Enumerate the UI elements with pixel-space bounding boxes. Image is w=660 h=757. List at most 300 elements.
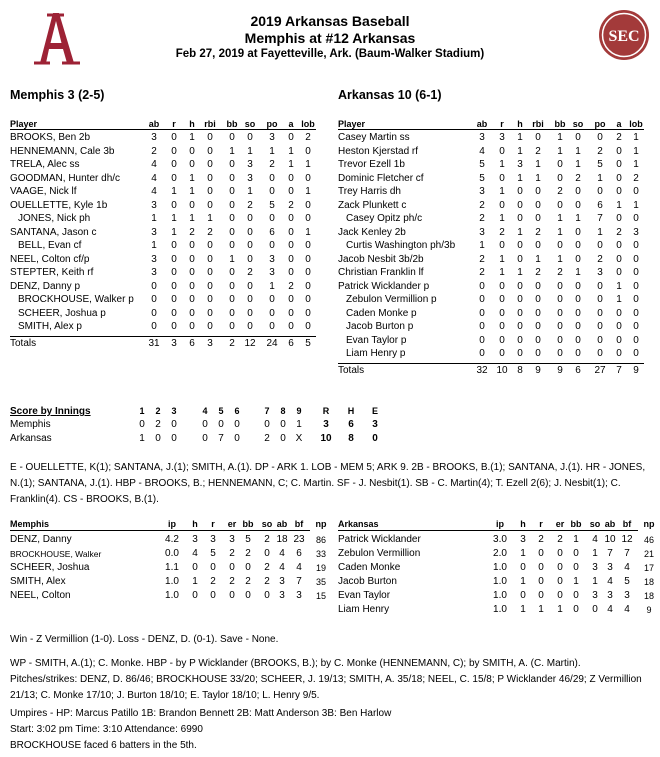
batter-stat: 2 [535, 145, 541, 157]
batter-stat: 0 [151, 321, 157, 332]
totals-stat: 24 [266, 337, 278, 349]
pitcher-stat: 4 [624, 562, 630, 573]
batter-stat: 2 [288, 199, 294, 211]
col-header-po: po [266, 119, 278, 129]
inning-score: 0 [202, 419, 208, 430]
pitcher-stat: 2 [264, 576, 270, 587]
batter-stat: 0 [597, 186, 603, 197]
batter-stat: 3 [151, 226, 157, 238]
batter-stat: 1 [575, 159, 581, 170]
pitcher-name: Liam Henry [338, 604, 390, 615]
batter-stat: 2 [247, 267, 253, 278]
batter-stat: 0 [575, 294, 581, 305]
col-header-bb: bb [226, 119, 238, 129]
batting-header-row [10, 119, 316, 130]
batter-stat: 1 [247, 145, 253, 157]
col-header-h: h [520, 519, 526, 529]
batter-stat: 0 [229, 280, 235, 292]
pitching-header-row [10, 519, 327, 531]
batter-stat: 5 [597, 159, 603, 170]
visitor-pitching-table [10, 519, 327, 603]
pitcher-stat: 0 [538, 590, 544, 601]
batter-stat: 1 [557, 132, 563, 143]
inning-score: X [295, 433, 303, 444]
pitcher-stat: 0 [210, 590, 216, 601]
batter-stat: 0 [288, 307, 294, 319]
batter-stat: 0 [597, 307, 603, 319]
batter-stat: 0 [499, 240, 505, 251]
batter-stat: 0 [517, 199, 523, 211]
batter-stat: 0 [229, 199, 235, 211]
inning-score: 0 [155, 433, 161, 444]
inning-score: 2 [264, 433, 270, 444]
pitcher-row [10, 561, 326, 575]
batter-name: Dominic Fletcher cf [338, 172, 424, 184]
pitcher-stat: 0 [229, 562, 235, 573]
batter-stat: 1 [633, 199, 639, 211]
pitcher-stat: 0 [192, 562, 198, 573]
batter-stat: 1 [171, 226, 177, 238]
pitcher-stat: 4 [607, 604, 613, 615]
inning-header: 7 [264, 406, 270, 416]
batter-stat: 3 [517, 159, 523, 170]
game-dateline: Feb 27, 2019 at Fayetteville, Ark. (Baum-Walker Stadium) [175, 48, 485, 60]
batter-stat: 0 [575, 307, 581, 319]
batter-stat: 0 [479, 334, 485, 346]
batter-stat: 0 [247, 240, 253, 251]
pitcher-stat: 4 [192, 548, 198, 559]
batter-stat: 0 [633, 186, 639, 197]
batter-name: Trevor Ezell 1b [338, 159, 405, 170]
batter-stat: 2 [597, 253, 603, 265]
pitcher-stat: 18 [643, 591, 654, 601]
batter-stat: 0 [633, 213, 639, 224]
batter-stat: 0 [535, 307, 541, 319]
pitcher-stat: 4 [592, 534, 598, 545]
batter-stat: 0 [616, 213, 622, 224]
inning-score: 0 [234, 433, 240, 444]
batter-stat: 2 [616, 226, 622, 238]
batter-name: Trey Harris dh [338, 186, 401, 197]
pitcher-stat: 3.0 [493, 534, 507, 545]
pitcher-stat: 1.0 [493, 576, 507, 587]
batter-stat: 0 [207, 253, 213, 265]
footnote-line: BROCKHOUSE faced 6 batters in the 5th. [10, 740, 197, 751]
batter-row [10, 172, 316, 186]
batter-stat: 0 [189, 199, 195, 211]
batter-stat: 1 [499, 186, 505, 197]
pitcher-stat: 0 [229, 590, 235, 601]
pitcher-name: Evan Taylor [338, 590, 391, 601]
batter-stat: 0 [499, 307, 505, 319]
inning-score: 0 [280, 433, 286, 444]
batter-stat: 1 [535, 172, 541, 184]
batter-stat: 0 [207, 186, 213, 197]
batter-stat: 3 [151, 267, 157, 278]
batter-stat: 0 [575, 132, 581, 143]
totals-stat: 31 [148, 337, 160, 349]
inning-header: H [347, 406, 355, 416]
batter-stat: 0 [597, 334, 603, 346]
col-header-rbi: rbi [532, 119, 544, 129]
batter-stat: 0 [269, 321, 275, 332]
pitcher-stat: 23 [293, 534, 305, 545]
batter-name: Jack Kenley 2b [338, 226, 406, 238]
col-header-player: Player [338, 119, 366, 129]
batter-stat: 0 [633, 240, 639, 251]
pitcher-stat: 1 [520, 604, 526, 615]
inning-score: 0 [202, 433, 208, 444]
home-pitching-table [338, 519, 655, 617]
batter-stat: 0 [189, 307, 195, 319]
pitcher-stat: 17 [643, 563, 654, 573]
batter-stat: 0 [557, 321, 563, 332]
pitcher-stat: 0 [210, 562, 216, 573]
batter-stat: 3 [151, 132, 157, 143]
pitcher-stat: 6 [296, 548, 302, 559]
batter-stat: 0 [499, 172, 505, 184]
batter-stat: 0 [633, 253, 639, 265]
batter-stat: 0 [189, 267, 195, 278]
batter-stat: 0 [207, 145, 213, 157]
inning-score: 0 [234, 419, 240, 430]
batter-stat: 4 [151, 186, 157, 197]
batter-stat: 0 [517, 321, 523, 332]
pitcher-stat: 0 [592, 604, 598, 615]
batter-stat: 0 [229, 159, 235, 170]
batter-stat: 0 [479, 307, 485, 319]
batter-row [338, 131, 644, 145]
pitcher-stat: 3 [296, 590, 302, 601]
batter-stat: 0 [171, 253, 177, 265]
batter-stat: 0 [269, 172, 275, 184]
pitcher-stat: 0 [538, 548, 544, 559]
batter-stat: 0 [305, 267, 311, 278]
pitcher-stat: 1 [557, 604, 563, 615]
pitcher-stat: 2.0 [493, 548, 507, 559]
batter-stat: 1 [633, 145, 639, 157]
batter-stat: 0 [305, 294, 311, 305]
pitcher-stat: 1.1 [165, 562, 179, 573]
batter-stat: 0 [288, 294, 294, 305]
batter-stat: 2 [535, 226, 541, 238]
batter-stat: 0 [288, 186, 294, 197]
batter-stat: 0 [229, 307, 235, 319]
batter-stat: 1 [517, 145, 523, 157]
totals-stat: 10 [496, 364, 508, 376]
batter-stat: 0 [479, 280, 485, 292]
batter-stat: 2 [247, 199, 253, 211]
batter-stat: 0 [269, 240, 275, 251]
batter-stat: 1 [517, 132, 523, 143]
batter-row [338, 293, 644, 307]
batter-stat: 0 [288, 240, 294, 251]
batter-row [10, 185, 316, 199]
batter-stat: 0 [305, 253, 311, 265]
pitcher-stat: 5 [210, 548, 216, 559]
pitcher-stat: 19 [315, 563, 326, 573]
pitcher-stat: 10 [604, 534, 616, 545]
col-header-ip: ip [168, 519, 176, 529]
pitcher-stat: 1.0 [493, 604, 507, 615]
pitcher-stat: 18 [276, 534, 288, 545]
batter-stat: 0 [269, 294, 275, 305]
batter-stat: 0 [557, 307, 563, 319]
batter-stat: 0 [557, 159, 563, 170]
col-header-r: r [172, 119, 176, 129]
batter-stat: 0 [189, 294, 195, 305]
batter-stat: 1 [288, 145, 294, 157]
batter-stat: 3 [269, 132, 275, 143]
totals-stat: 9 [535, 364, 541, 376]
batter-stat: 0 [575, 280, 581, 292]
pitcher-stat: 0 [264, 548, 270, 559]
batter-stat: 0 [633, 348, 639, 359]
batter-stat: 0 [171, 132, 177, 143]
batter-stat: 1 [633, 132, 639, 143]
batter-stat: 0 [288, 267, 294, 278]
batter-stat: 0 [517, 253, 523, 265]
batter-name: SCHEER, Joshua p [18, 307, 106, 319]
batter-stat: 1 [557, 213, 563, 224]
batter-stat: 0 [189, 253, 195, 265]
pitching-notes: WP - SMITH, A.(1); C. Monke. HBP - by P Wicklander (BROOKS, B.); by C. Monke (HENNEMANN, C); by SMITH, A. (C. Martin). Pitches/strikes: DENZ, D. 86/46; BROCKHOUSE 33/20; SCHEER, J. 19/13; SMITH, A. 35/18; NEEL, C. 15/8; P Wicklander 46/29; Z Vermillion 21/13; C. Monke 17/10; J. Burton 18/10; E. Taylor 18/10; L. Henry 9/5. [10, 658, 642, 701]
batter-stat: 0 [229, 267, 235, 278]
batter-stat: 1 [633, 159, 639, 170]
col-header-r: r [539, 519, 543, 529]
batter-stat: 0 [305, 213, 311, 224]
pitcher-stat: 2 [557, 534, 563, 545]
batter-stat: 3 [247, 159, 253, 170]
pitcher-stat: 2 [229, 548, 235, 559]
pitcher-stat: 0 [245, 562, 251, 573]
batter-stat: 1 [557, 253, 563, 265]
pitcher-row [338, 603, 652, 617]
batter-stat: 2 [557, 267, 563, 278]
batter-stat: 0 [535, 348, 541, 359]
batter-stat: 0 [517, 186, 523, 197]
batter-row [10, 320, 316, 334]
batter-stat: 2 [633, 172, 639, 184]
batter-stat: 0 [247, 132, 253, 143]
inning-score: 1 [139, 433, 145, 444]
batter-stat: 1 [499, 213, 505, 224]
pitcher-stat: 3 [210, 534, 216, 545]
batter-stat: 0 [616, 267, 622, 278]
batter-stat: 0 [616, 145, 622, 157]
pitcher-stat: 9 [646, 605, 652, 615]
pitcher-stat: 3 [607, 590, 613, 601]
pitcher-stat: 3 [607, 562, 613, 573]
batter-stat: 2 [305, 132, 311, 143]
pitcher-name: Zebulon Vermillion [338, 548, 421, 559]
batter-stat: 1 [535, 159, 541, 170]
batter-stat: 1 [189, 132, 195, 143]
batter-stat: 0 [479, 321, 485, 332]
batter-stat: 4 [151, 172, 157, 184]
batter-stat: 0 [517, 348, 523, 359]
batter-stat: 1 [247, 186, 253, 197]
col-header-player: Player [10, 119, 38, 129]
pitcher-row [338, 561, 654, 575]
pitcher-stat: 2 [245, 576, 251, 587]
batter-name: BROOKS, Ben 2b [10, 132, 91, 143]
pitcher-stat: 0 [573, 548, 579, 559]
batter-stat: 0 [633, 267, 639, 278]
batter-stat: 0 [171, 294, 177, 305]
batter-stat: 0 [597, 348, 603, 359]
batter-stat: 0 [288, 253, 294, 265]
batter-stat: 0 [305, 307, 311, 319]
col-header-h: h [189, 119, 195, 129]
batter-stat: 1 [557, 145, 563, 157]
batter-row [10, 253, 316, 267]
batter-row [10, 293, 316, 307]
batter-stat: 0 [171, 159, 177, 170]
pitcher-stat: 3 [279, 590, 285, 601]
batter-stat: 2 [151, 145, 157, 157]
batter-stat: 1 [575, 213, 581, 224]
inning-score: 1 [296, 419, 302, 430]
batter-stat: 0 [247, 280, 253, 292]
batter-stat: 0 [229, 240, 235, 251]
batter-stat: 2 [499, 226, 505, 238]
pitcher-stat: 0 [557, 562, 563, 573]
batter-stat: 3 [479, 226, 485, 238]
batter-stat: 0 [151, 280, 157, 292]
col-header-rbi: rbi [204, 119, 216, 129]
batter-name: Casey Opitz ph/c [346, 213, 423, 224]
batter-stat: 1 [305, 159, 311, 170]
pitcher-stat: 2 [245, 548, 251, 559]
batter-stat: 1 [189, 213, 195, 224]
totals-stat: 6 [575, 364, 581, 376]
batter-name: Casey Martin ss [338, 132, 410, 143]
batter-stat: 0 [247, 321, 253, 332]
batter-stat: 0 [479, 294, 485, 305]
batter-row [338, 212, 644, 226]
batter-stat: 0 [171, 307, 177, 319]
pitcher-stat: 12 [621, 534, 633, 545]
batter-stat: 3 [597, 267, 603, 278]
batter-stat: 0 [557, 348, 563, 359]
batter-stat: 3 [269, 267, 275, 278]
batter-stat: 0 [616, 348, 622, 359]
pitcher-stat: 2 [538, 534, 544, 545]
totals-label: Totals [338, 364, 365, 376]
batter-stat: 1 [229, 145, 235, 157]
col-header-np: np [643, 519, 655, 529]
batter-stat: 0 [189, 240, 195, 251]
batter-stat: 1 [517, 267, 523, 278]
batter-stat: 1 [171, 186, 177, 197]
batter-stat: 0 [616, 253, 622, 265]
batter-stat: 3 [479, 186, 485, 197]
inning-header: 6 [234, 406, 240, 416]
batter-stat: 0 [517, 280, 523, 292]
pitcher-stat: 0 [520, 590, 526, 601]
batter-stat: 0 [597, 240, 603, 251]
batter-stat: 1 [207, 213, 213, 224]
pitcher-stat: 1 [192, 576, 198, 587]
inning-score: 0 [264, 419, 270, 430]
batter-row [10, 199, 316, 213]
rhe-score: 8 [348, 433, 354, 444]
col-header-r: r [211, 519, 215, 529]
batter-stat: 0 [288, 213, 294, 224]
pitcher-stat: 3 [229, 534, 235, 545]
pitcher-stat: 0 [557, 590, 563, 601]
batter-stat: 0 [305, 199, 311, 211]
pitcher-stat: 1.0 [493, 562, 507, 573]
batter-stat: 1 [499, 159, 505, 170]
batter-stat: 0 [305, 240, 311, 251]
inning-score: 0 [139, 419, 145, 430]
totals-stat: 9 [557, 364, 563, 376]
col-header-lob: lob [629, 119, 643, 129]
batter-stat: 2 [189, 226, 195, 238]
batter-stat: 0 [557, 334, 563, 346]
batter-name: Patrick Wicklander p [338, 280, 430, 292]
pitcher-stat: 35 [315, 577, 326, 587]
batter-stat: 1 [597, 172, 603, 184]
batter-stat: 2 [616, 132, 622, 143]
batter-stat: 0 [499, 348, 505, 359]
batter-stat: 0 [616, 321, 622, 332]
col-header-a: a [288, 119, 294, 129]
batter-stat: 0 [499, 321, 505, 332]
pitcher-stat: 4 [296, 562, 302, 573]
pitcher-name: Jacob Burton [338, 576, 397, 587]
batter-stat: 0 [535, 294, 541, 305]
inning-header: 9 [296, 406, 302, 416]
batter-stat: 0 [229, 132, 235, 143]
totals-stat: 5 [305, 337, 311, 349]
linescore-team: Memphis [10, 419, 51, 430]
batter-stat: 0 [535, 213, 541, 224]
inning-score: 7 [218, 433, 224, 444]
visitor-batting-table [10, 119, 316, 349]
linescore-team: Arkansas [10, 433, 52, 444]
pitcher-stat: 3 [279, 576, 285, 587]
batter-stat: 0 [616, 334, 622, 346]
batter-name: NEEL, Colton cf/p [10, 253, 90, 265]
batter-row [338, 199, 644, 213]
batter-stat: 0 [247, 294, 253, 305]
batter-stat: 0 [633, 334, 639, 346]
batter-stat: 0 [207, 267, 213, 278]
batter-stat: 0 [616, 172, 622, 184]
batter-stat: 0 [499, 280, 505, 292]
pitcher-stat: 1.0 [493, 590, 507, 601]
batter-stat: 0 [171, 199, 177, 211]
pitcher-name: SCHEER, Joshua [10, 562, 90, 573]
batter-stat: 2 [479, 267, 485, 278]
batter-row [338, 145, 644, 159]
pitcher-stat: 3 [592, 562, 598, 573]
batter-stat: 0 [517, 213, 523, 224]
batter-stat: 2 [557, 186, 563, 197]
inning-score: 0 [171, 433, 177, 444]
batter-stat: 2 [288, 280, 294, 292]
batter-stat: 1 [597, 226, 603, 238]
col-header-er: er [555, 519, 565, 529]
batter-name: Curtis Washington ph/3b [346, 240, 456, 251]
batter-name: HENNEMANN, Cale 3b [10, 145, 115, 157]
game-notes: E - OUELLETTE, K(1); SANTANA, J.(1); SMITH, A.(1). DP - ARK 1. LOB - MEM 5; ARK 9. 2B - BROOKS, B.(1); SANTANA, J.(1). HR - JONES, N.(1); SANTANA, J.(1). HBP - BROOKS, B.; HENNEMANN, C; C. Martin. SF - J. Nesbit(1). SB - C. Martin(4); T. Ezell 2(6); J. Nesbit(1); C. Franklin(4). CS - BROOKS, B.(1). [10, 462, 646, 505]
inning-score: 0 [218, 419, 224, 430]
pitcher-stat: 21 [643, 549, 654, 559]
